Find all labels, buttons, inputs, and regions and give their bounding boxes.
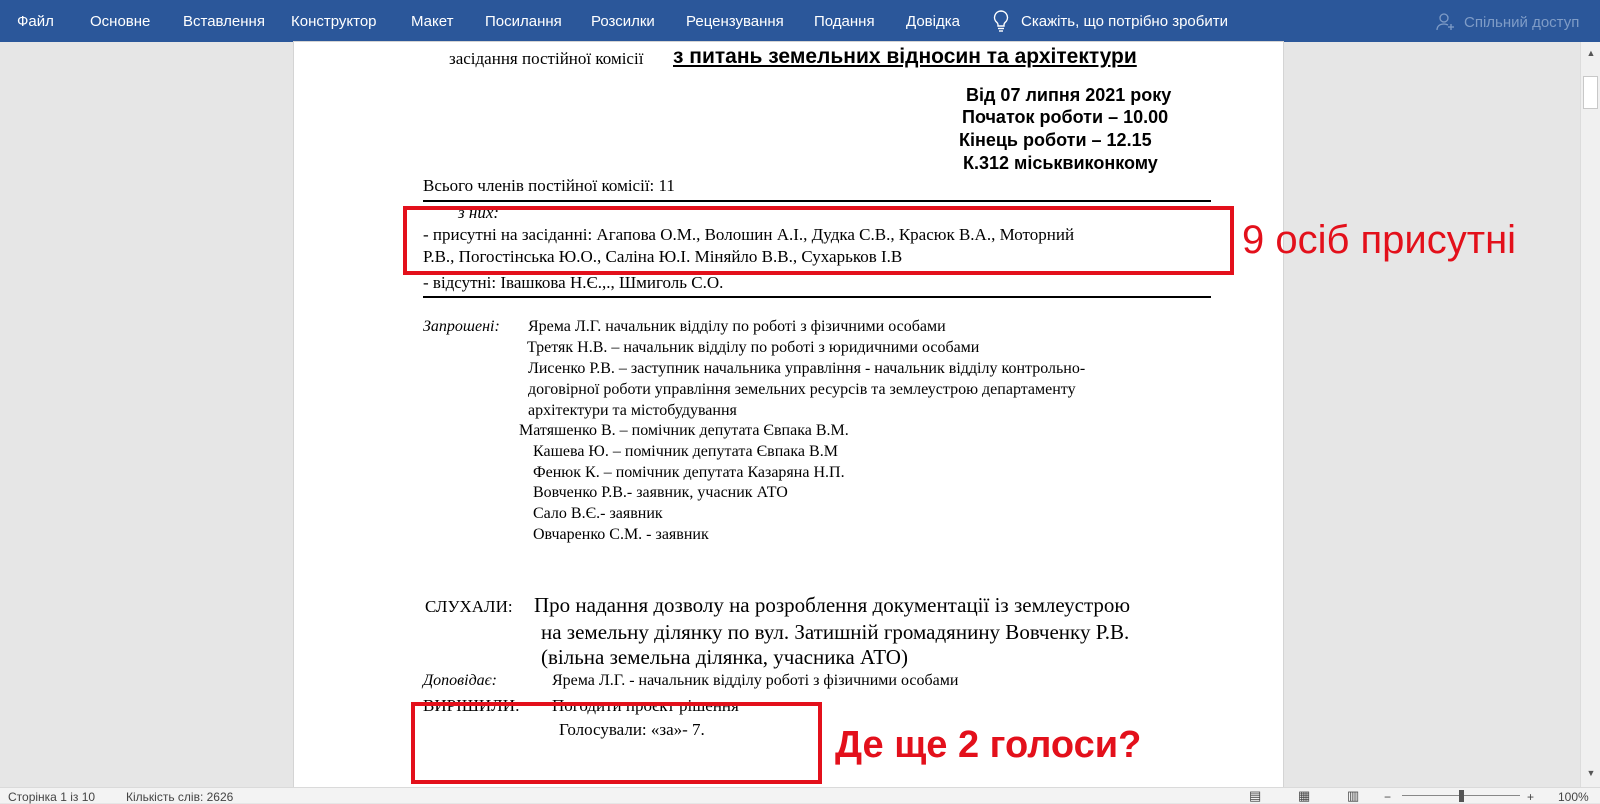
tell-me-search[interactable]: [993, 10, 1228, 32]
present-highlight-box: [403, 206, 1234, 275]
start-time: Початок роботи – 10.00: [962, 107, 1169, 127]
divider-bottom: [423, 296, 1211, 298]
meeting-room: К.312 міськвиконкому: [963, 153, 1158, 173]
invited-item: Матяшенко В. – помічник депутата Євпака В.М.: [519, 422, 849, 439]
session-header-prefix: засідання постійної комісії: [449, 49, 644, 68]
invited-item: Фенюк К. – помічник депутата Казаряна Н.П.: [533, 464, 845, 481]
end-time: Кінець роботи – 12.15: [959, 130, 1152, 150]
menu-review[interactable]: Рецензування: [686, 13, 784, 30]
invited-item: Лисенко Р.В. – заступник начальника управління - начальник відділу контрольно-: [528, 360, 1086, 377]
scroll-up-arrow-icon[interactable]: ▲: [1586, 48, 1596, 58]
zoom-out-icon[interactable]: −: [1384, 790, 1392, 804]
absent-members: - відсутні: Івашкова Н.Є.,., Шмиголь С.О.: [423, 273, 724, 292]
committee-title: з питань земельних відносин та архітектури: [673, 45, 1137, 68]
invited-item: Третяк Н.В. – начальник відділу по роботі з юридичними особами: [527, 339, 980, 356]
document-page[interactable]: [294, 42, 1283, 787]
menu-file[interactable]: Файл: [17, 13, 54, 30]
total-members: Всього членів постійної комісії: 11: [423, 176, 675, 195]
invited-item: Ярема Л.Г. начальник відділу по роботі з фізичними особами: [528, 318, 946, 335]
menu-help[interactable]: Довідка: [906, 13, 960, 30]
status-bar: [0, 787, 1600, 803]
heard-text-line2: на земельну ділянку по вул. Затишній громадянину Вовченку Р.В.: [541, 620, 1130, 644]
reporter-label: Доповідає:: [423, 672, 497, 689]
zoom-slider-thumb[interactable]: [1459, 790, 1464, 802]
heard-text-line3: (вільна земельна ділянка, учасника АТО): [541, 645, 908, 669]
invited-item: Вовченко Р.В.- заявник, учасник АТО: [533, 484, 788, 501]
meeting-date: Від 07 липня 2021 року: [966, 85, 1172, 105]
menu-home[interactable]: Основне: [90, 13, 151, 30]
page-count[interactable]: Сторінка 1 із 10: [8, 790, 96, 804]
share-button[interactable]: [1436, 13, 1579, 31]
decided-label: ВИРІШИЛИ:: [423, 696, 520, 715]
print-layout-icon[interactable]: ▦: [1298, 788, 1311, 803]
invited-label: Запрошені:: [423, 318, 500, 335]
web-layout-icon[interactable]: ▥: [1347, 788, 1360, 803]
tell-me-label: Скажіть, що потрібно зробити: [1021, 12, 1228, 30]
menu-references[interactable]: Посилання: [485, 13, 562, 30]
invited-item: договірної роботи управління земельних ресурсів та землеустрою департаменту: [528, 381, 1076, 398]
divider-top: [423, 200, 1211, 202]
menu-design[interactable]: Конструктор: [291, 13, 377, 30]
voted-text: Голосували: «за»- 7.: [559, 720, 705, 739]
zoom-level[interactable]: 100%: [1558, 790, 1589, 804]
menu-mailings[interactable]: Розсилки: [591, 13, 655, 30]
word-count[interactable]: Кількість слів: 2626: [126, 790, 234, 804]
heard-text-line1: Про надання дозволу на розроблення документації із землеустрою: [534, 593, 1131, 617]
decision-highlight-box: [411, 702, 822, 784]
ribbon-menu-bar: [0, 0, 1600, 42]
lightbulb-icon: [993, 10, 1009, 32]
share-label: Спільний доступ: [1464, 13, 1580, 31]
present-members-line2: Р.В., Погостінська Ю.О., Саліна Ю.І. Міняйло В.В., Сухарьков І.В: [423, 247, 903, 266]
heard-label: СЛУХАЛИ:: [425, 597, 513, 616]
present-count-annotation: 9 осіб присутні: [1242, 218, 1517, 262]
menu-insert[interactable]: Вставлення: [183, 13, 265, 30]
decided-text: Погодити проєкт рішення: [552, 696, 739, 715]
person-add-icon: [1436, 13, 1456, 31]
of-them-label: з них:: [458, 203, 500, 222]
invited-item: Кашева Ю. – помічник депутата Євпака В.М: [533, 443, 838, 460]
missing-votes-annotation: Де ще 2 голоси?: [835, 724, 1142, 766]
present-members-line1: - присутні на засіданні: Агапова О.М., Волошин А.І., Дудка С.В., Красюк В.А., Моторний: [423, 225, 1075, 244]
read-mode-icon[interactable]: ▤: [1249, 788, 1262, 803]
invited-item: Сало В.Є.- заявник: [533, 505, 663, 522]
invited-item: архітектури та містобудування: [528, 402, 737, 419]
menu-view[interactable]: Подання: [814, 13, 875, 30]
menu-layout[interactable]: Макет: [411, 13, 454, 30]
zoom-in-icon[interactable]: +: [1527, 790, 1535, 804]
scroll-thumb[interactable]: [1583, 76, 1598, 109]
scroll-down-arrow-icon[interactable]: ▼: [1586, 768, 1596, 778]
vertical-scrollbar[interactable]: [1580, 42, 1600, 787]
invited-item: Овчаренко С.М. - заявник: [533, 526, 709, 543]
reporter-text: Ярема Л.Г. - начальник відділу роботі з фізичними особами: [552, 672, 959, 689]
